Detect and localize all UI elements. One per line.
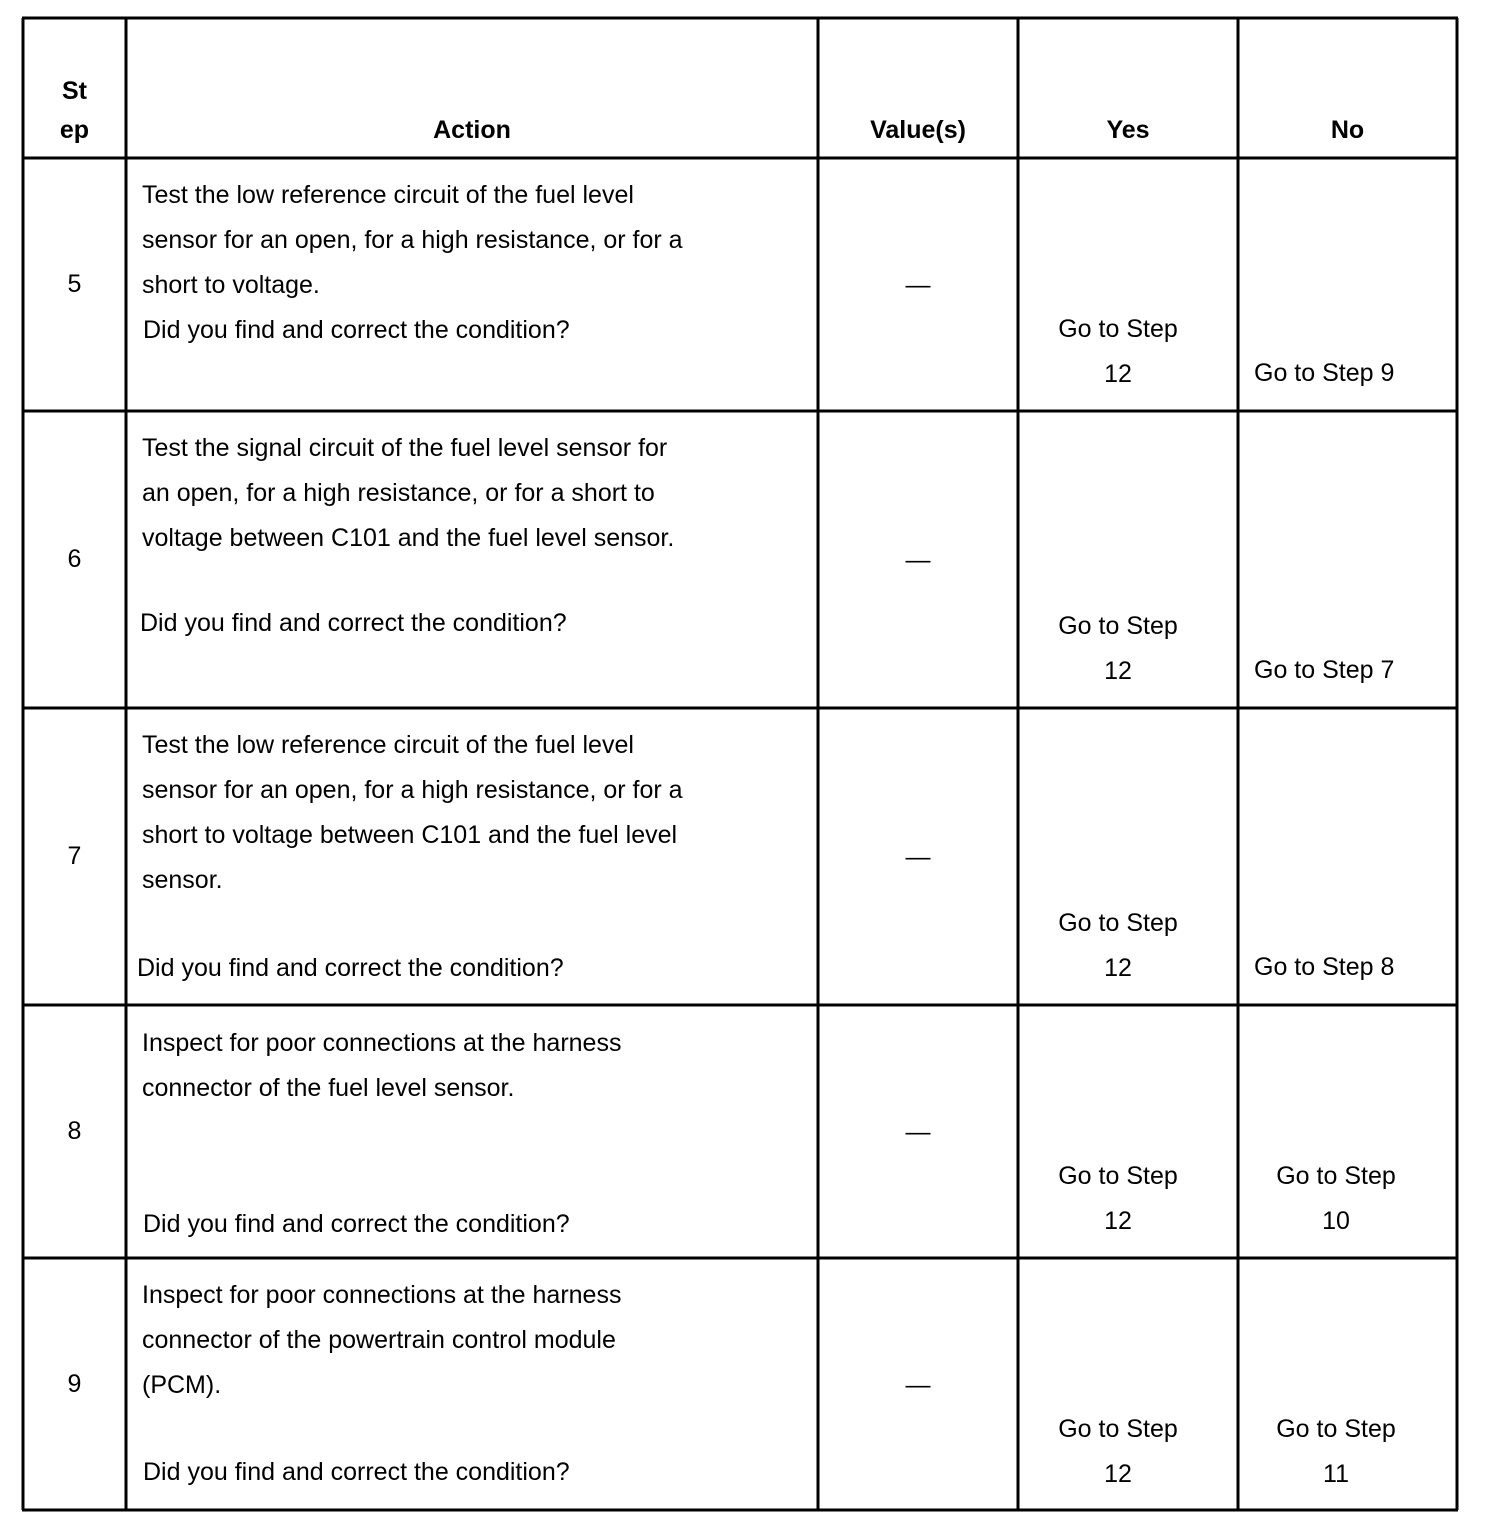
action-text: Test the low reference circuit of the fuel level sensor for an open, for a high resistance, or for a short to voltage between C101 and the fuel level sensor.: [142, 731, 683, 894]
yes-cell: Go to Step 12: [1058, 1415, 1178, 1488]
step-number: 9: [67, 1370, 82, 1398]
no-cell: Go to Step 7: [1254, 656, 1395, 684]
no-cell: Go to Step 9: [1254, 359, 1395, 387]
step-number: 7: [67, 842, 82, 870]
question-text: Did you find and correct the condition?: [143, 1210, 570, 1238]
header-step-line2: ep: [59, 116, 90, 144]
no-cell: Go to Step 8: [1254, 953, 1395, 981]
step-number: 6: [67, 545, 82, 573]
value-cell: —: [905, 1371, 931, 1399]
yes-cell: Go to Step 12: [1058, 909, 1178, 982]
question-text: Did you find and correct the condition?: [137, 954, 564, 982]
value-cell: —: [905, 271, 931, 299]
yes-cell: Go to Step 12: [1058, 315, 1178, 388]
question-text: Did you find and correct the condition?: [143, 316, 570, 344]
no-cell: Go to Step 11: [1276, 1415, 1396, 1488]
value-cell: —: [905, 843, 931, 871]
question-text: Did you find and correct the condition?: [143, 1458, 570, 1486]
header-step-line1: St: [62, 77, 87, 105]
header-step: [23, 72, 126, 150]
action-text: Test the signal circuit of the fuel level sensor for an open, for a high resistance, or for a short to voltage between C101 and the fuel level sensor.: [142, 434, 675, 552]
action-text: Inspect for poor connections at the harness connector of the fuel level sensor.: [142, 1029, 622, 1102]
header-yes: Yes: [1106, 116, 1150, 144]
step-number: 5: [67, 270, 82, 298]
value-cell: —: [905, 1118, 931, 1146]
header-values: Value(s): [870, 116, 966, 144]
yes-cell: Go to Step 12: [1058, 612, 1178, 685]
no-cell: Go to Step 10: [1276, 1162, 1396, 1235]
action-text: Inspect for poor connections at the harness connector of the powertrain control module (PCM).: [142, 1281, 622, 1399]
header-no: No: [1330, 116, 1365, 144]
step-number: 8: [67, 1117, 82, 1145]
header-action: Action: [433, 116, 511, 144]
action-text: Test the low reference circuit of the fuel level sensor for an open, for a high resistance, or for a short to voltage.: [142, 181, 683, 299]
value-cell: —: [905, 546, 931, 574]
yes-cell: Go to Step 12: [1058, 1162, 1178, 1235]
question-text: Did you find and correct the condition?: [140, 609, 567, 637]
